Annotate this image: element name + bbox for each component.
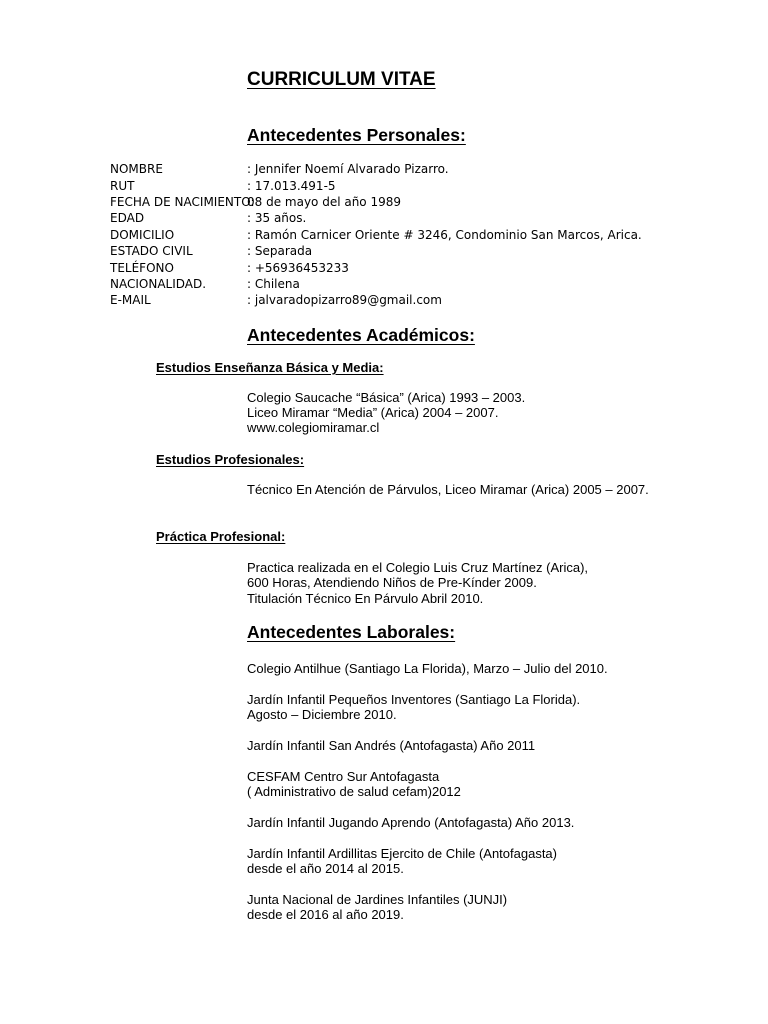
work-entry-line: Jardín Infantil San Andrés (Antofagasta) Año 2011 [247,738,536,753]
info-label: E-MAIL [110,293,151,307]
info-value: : Separada [247,244,313,258]
info-value: : 17.013.491-5 [247,179,336,193]
work-entry-line: Jardín Infantil Pequeños Inventores (Santiago La Florida). [247,692,581,707]
work-entry-line: Jardín Infantil Ardillitas Ejercito de Chile (Antofagasta) [247,846,557,861]
work-entry-line: CESFAM Centro Sur Antofagasta [247,769,440,784]
basic-studies-line: Colegio Saucache “Básica” (Arica) 1993 – 2003. [247,390,526,405]
info-value: : +56936453233 [247,261,349,275]
professional-studies-text: Técnico En Atención de Párvulos, Liceo Miramar (Arica) 2005 – 2007. [247,482,649,497]
work-entry-line: ( Administrativo de salud cefam)2012 [247,784,461,799]
work-entry-line: desde el año 2014 al 2015. [247,861,404,876]
school-website: www.colegiomiramar.cl [247,420,380,435]
personal-heading: Antecedentes Personales: [247,125,466,145]
info-value: : jalvaradopizarro89@gmail.com [247,293,442,307]
info-label: FECHA DE NACIMIENTO: [110,195,255,209]
info-label: EDAD [110,211,145,225]
work-entry-line: Jardín Infantil Jugando Aprendo (Antofagasta) Año 2013. [247,815,575,830]
info-label: DOMICILIO [110,228,175,242]
info-label: NACIONALIDAD. [110,277,207,291]
info-label: TELÉFONO [110,261,174,275]
info-label: ESTADO CIVIL [110,244,193,258]
practice-line: 600 Horas, Atendiendo Niños de Pre-Kínder 2009. [247,575,537,590]
work-entry-line: Agosto – Diciembre 2010. [247,707,397,722]
basic-studies-subheading: Estudios Enseñanza Básica y Media: [156,360,384,375]
info-value: : Jennifer Noemí Alvarado Pizarro. [247,162,449,176]
info-label: NOMBRE [110,162,163,176]
professional-studies-subheading: Estudios Profesionales: [156,452,305,467]
info-value: : Chilena [247,277,300,291]
info-label: RUT [110,179,135,193]
practice-line: Titulación Técnico En Párvulo Abril 2010. [247,591,484,606]
info-value: : 35 años. [247,211,307,225]
work-entry-line: desde el 2016 al año 2019. [247,907,404,922]
work-entry-line: Junta Nacional de Jardines Infantiles (JUNJI) [247,892,508,907]
info-value: 08 de mayo del año 1989 [247,195,402,209]
practice-line: Practica realizada en el Colegio Luis Cruz Martínez (Arica), [247,560,589,575]
practice-subheading: Práctica Profesional: [156,529,286,544]
info-value: : Ramón Carnicer Oriente # 3246, Condominio San Marcos, Arica. [247,228,642,242]
work-heading: Antecedentes Laborales: [247,622,456,642]
document-title: CURRICULUM VITAE [247,69,436,90]
academic-heading: Antecedentes Académicos: [247,325,475,345]
work-entry-line: Colegio Antilhue (Santiago La Florida), Marzo – Julio del 2010. [247,661,608,676]
basic-studies-line: Liceo Miramar “Media” (Arica) 2004 – 2007. [247,405,499,420]
